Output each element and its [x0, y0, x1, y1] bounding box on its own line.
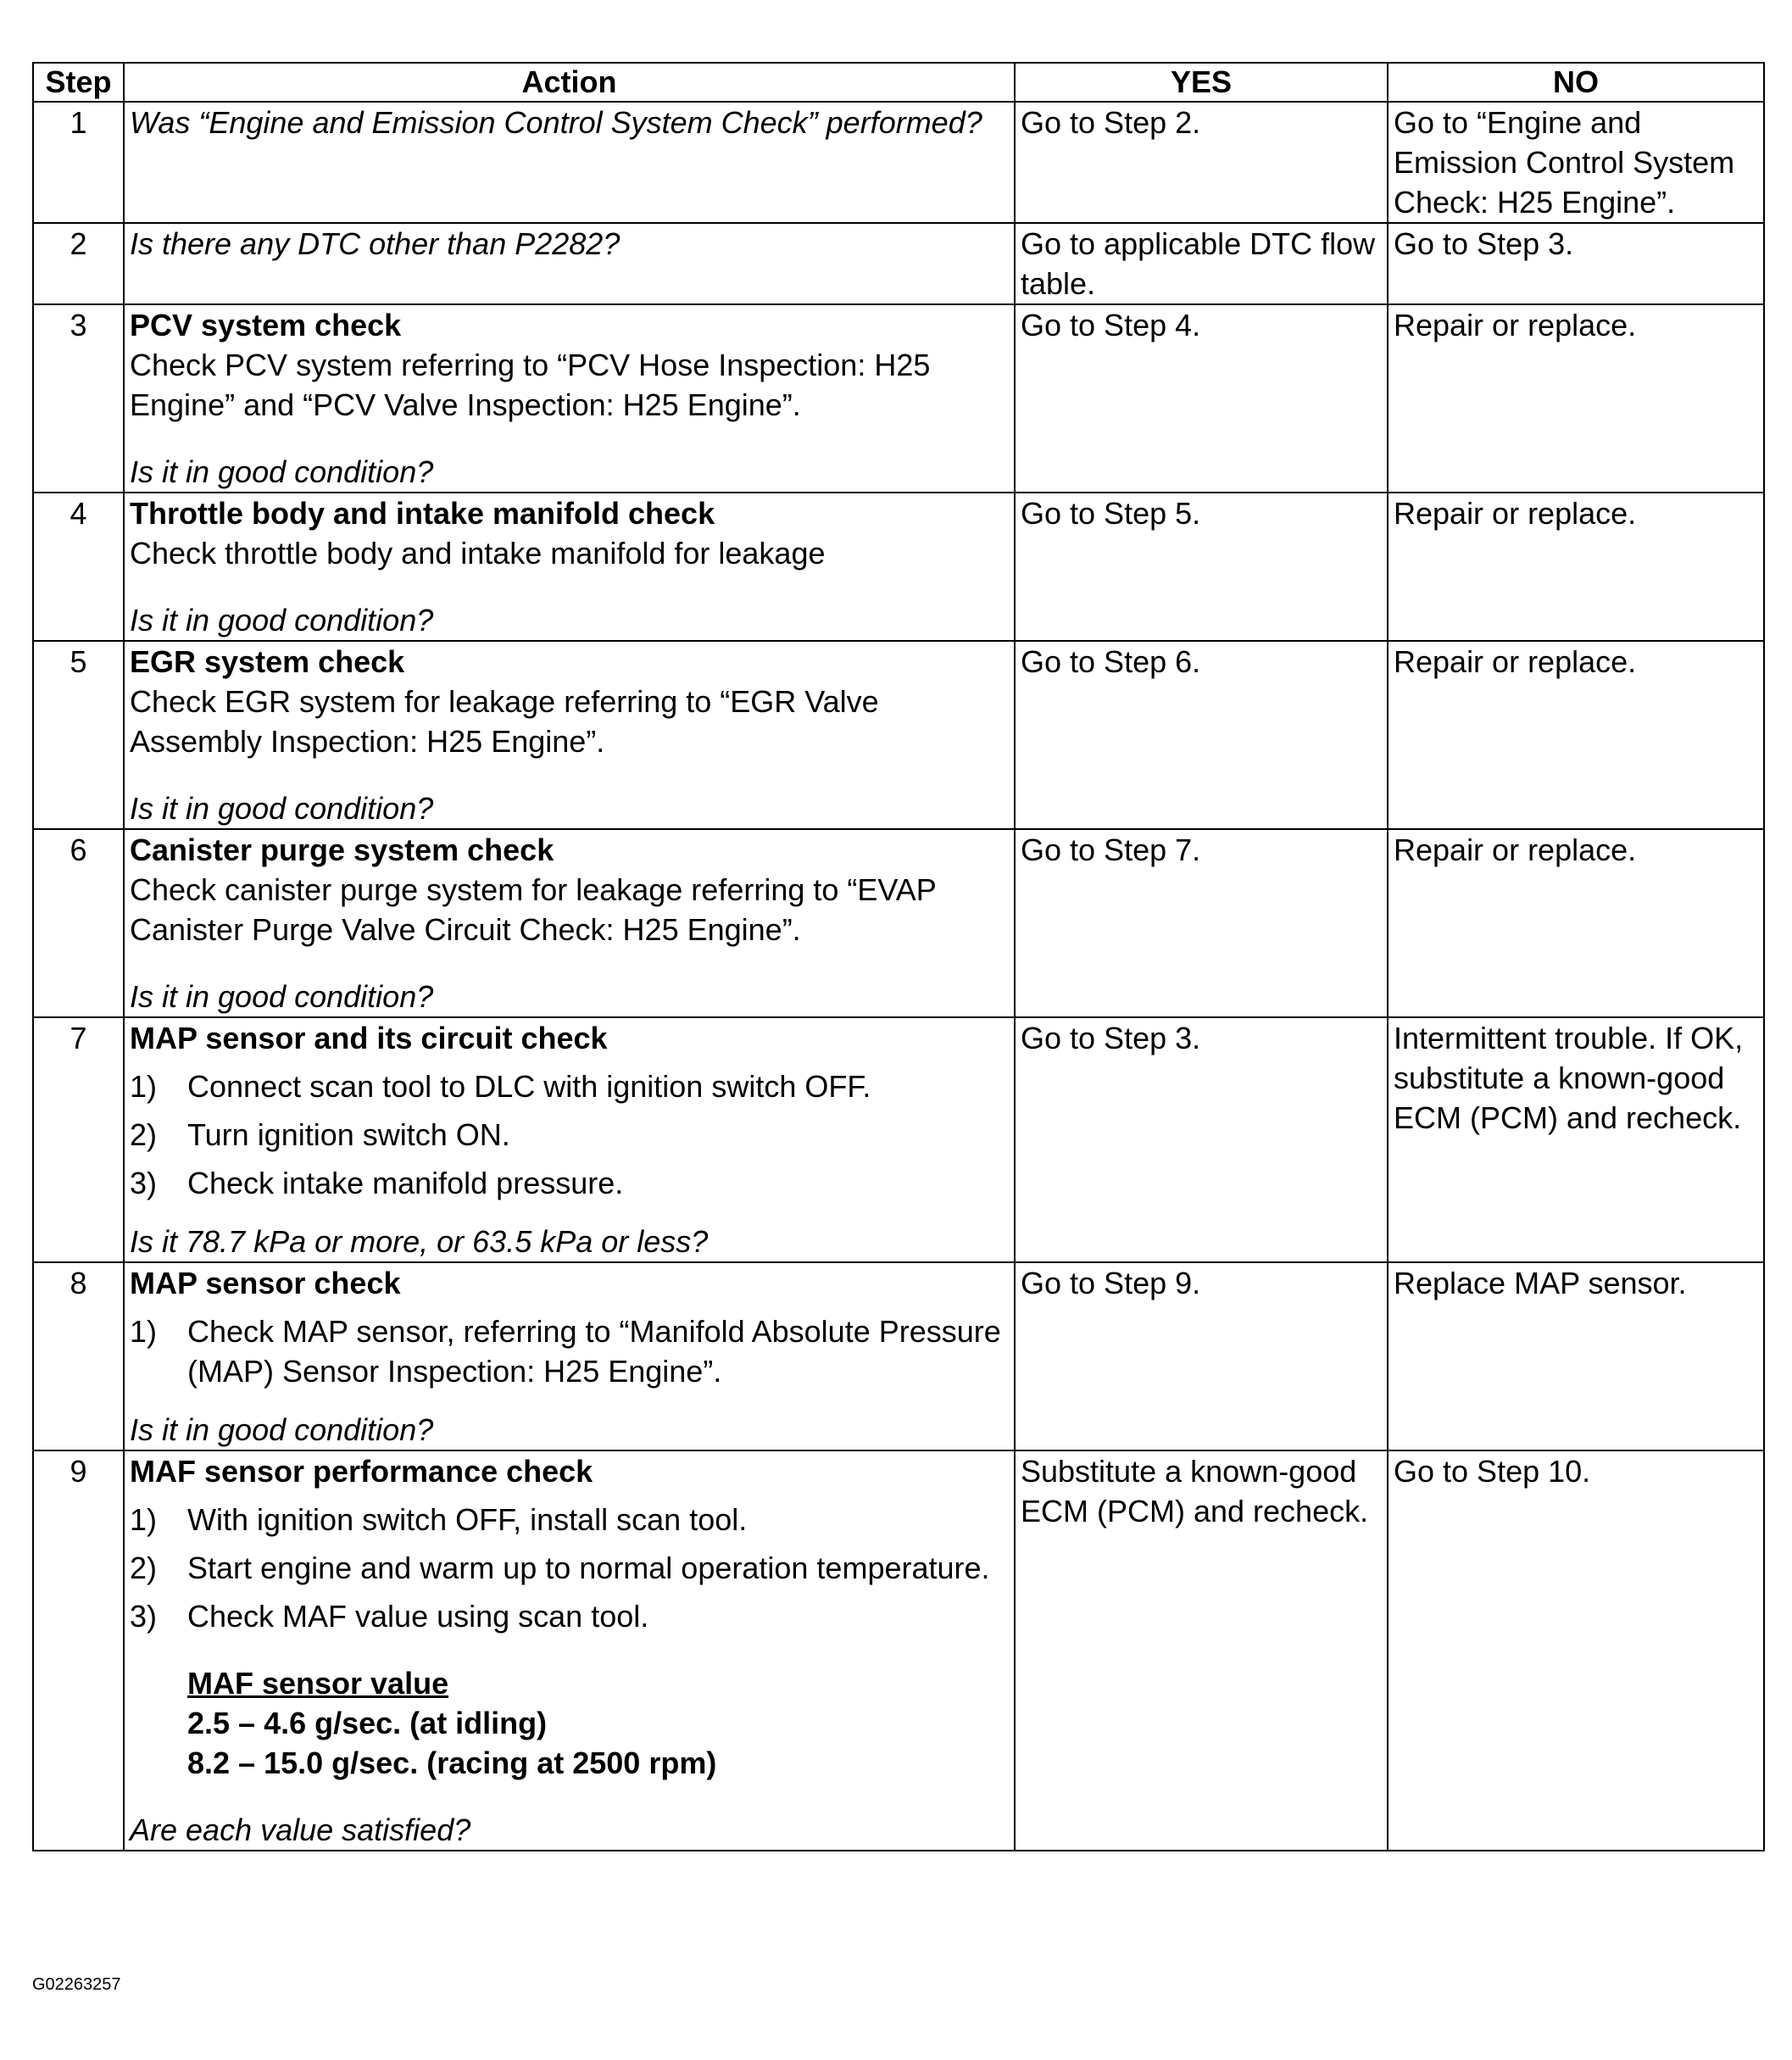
table-row: [33, 641, 1764, 829]
action-cell: [124, 223, 1015, 304]
yes-result: Go to Step 7.: [1015, 829, 1388, 1017]
procedure-item-number: 1): [130, 1314, 158, 1349]
step-number: 6: [33, 829, 124, 1017]
action-cell: [124, 641, 1015, 829]
step-number: 7: [33, 1017, 124, 1262]
action-cell: [124, 829, 1015, 1017]
step-question: Is it in good condition?: [130, 454, 434, 489]
spec-block: [187, 1663, 1009, 1783]
procedure-list: [130, 1500, 1009, 1636]
procedure-item-number: 3): [130, 1599, 158, 1634]
step-instructions: Check throttle body and intake manifold for leakage: [130, 536, 826, 571]
step-number: 1: [33, 102, 124, 223]
step-question: Is it 78.7 kPa or more, or 63.5 kPa or less?: [130, 1224, 709, 1259]
procedure-list: [130, 1311, 1009, 1391]
procedure-item-number: 1): [130, 1502, 158, 1537]
procedure-item-text: Connect scan tool to DLC with ignition switch OFF.: [187, 1069, 871, 1104]
step-title: MAP sensor check: [130, 1266, 401, 1300]
step-number: 2: [33, 223, 124, 304]
step-question: Are each value satisfied?: [130, 1812, 471, 1847]
step-question: Is there any DTC other than P2282?: [130, 226, 621, 261]
spec-value: 2.5 – 4.6 g/sec. (at idling): [187, 1706, 548, 1740]
yes-result: Go to Step 9.: [1015, 1262, 1388, 1450]
yes-result: Go to Step 6.: [1015, 641, 1388, 829]
step-instructions: Check canister purge system for leakage referring to “EVAP Canister Purge Valve Circuit Check: H25 Engine”.: [130, 872, 937, 947]
procedure-item: [130, 1163, 1009, 1203]
table-row: [33, 829, 1764, 1017]
procedure-item-text: Turn ignition switch ON.: [187, 1117, 510, 1152]
step-question: Is it in good condition?: [130, 791, 434, 826]
table-row: [33, 1450, 1764, 1851]
step-question: Is it in good condition?: [130, 1412, 434, 1447]
no-result: Go to Step 3.: [1388, 223, 1764, 304]
action-cell: [124, 1450, 1015, 1851]
procedure-item: [130, 1548, 1009, 1588]
header-step: Step: [33, 63, 124, 102]
spec-title: MAF sensor value: [187, 1666, 449, 1701]
step-title: PCV system check: [130, 308, 402, 342]
step-number: 8: [33, 1262, 124, 1450]
procedure-item-text: Check MAF value using scan tool.: [187, 1599, 649, 1634]
step-title: MAF sensor performance check: [130, 1454, 593, 1489]
table-row: [33, 493, 1764, 641]
spec-value: 8.2 – 15.0 g/sec. (racing at 2500 rpm): [187, 1745, 717, 1780]
no-result: Go to Step 10.: [1388, 1450, 1764, 1851]
step-question: Is it in good condition?: [130, 603, 434, 637]
no-result: Repair or replace.: [1388, 641, 1764, 829]
action-cell: [124, 1262, 1015, 1450]
table-row: [33, 1017, 1764, 1262]
yes-result: Go to Step 2.: [1015, 102, 1388, 223]
procedure-item-text: Start engine and warm up to normal operation temperature.: [187, 1551, 990, 1585]
action-cell: [124, 1017, 1015, 1262]
step-number: 4: [33, 493, 124, 641]
no-result: Replace MAP sensor.: [1388, 1262, 1764, 1450]
procedure-item-text: Check intake manifold pressure.: [187, 1166, 624, 1200]
step-instructions: Check EGR system for leakage referring to “EGR Valve Assembly Inspection: H25 Engine”.: [130, 684, 879, 759]
no-result: Repair or replace.: [1388, 304, 1764, 493]
action-cell: [124, 304, 1015, 493]
step-number: 5: [33, 641, 124, 829]
step-question: Was “Engine and Emission Control System Check” performed?: [130, 105, 982, 140]
table-header-row: [33, 63, 1764, 102]
no-result: Go to “Engine and Emission Control System Check: H25 Engine”.: [1388, 102, 1764, 223]
procedure-item-number: 1): [130, 1069, 158, 1104]
no-result: Intermittent trouble. If OK, substitute a known-good ECM (PCM) and recheck.: [1388, 1017, 1764, 1262]
step-title: Throttle body and intake manifold check: [130, 496, 715, 531]
action-cell: [124, 493, 1015, 641]
yes-result: Go to Step 4.: [1015, 304, 1388, 493]
table-row: [33, 1262, 1764, 1450]
yes-result: Go to applicable DTC flow table.: [1015, 223, 1388, 304]
action-cell: [124, 102, 1015, 223]
procedure-item-number: 3): [130, 1166, 158, 1200]
procedure-item-text: With ignition switch OFF, install scan tool.: [187, 1502, 748, 1537]
table-row: [33, 102, 1764, 223]
diagnostic-flow-table: [32, 62, 1765, 1851]
header-no: NO: [1388, 63, 1764, 102]
step-question: Is it in good condition?: [130, 979, 434, 1014]
procedure-item: [130, 1596, 1009, 1636]
procedure-item-number: 2): [130, 1551, 158, 1585]
header-yes: YES: [1015, 63, 1388, 102]
header-action: Action: [124, 63, 1015, 102]
procedure-list: [130, 1066, 1009, 1203]
step-number: 9: [33, 1450, 124, 1851]
no-result: Repair or replace.: [1388, 493, 1764, 641]
figure-code: G02263257: [32, 1975, 121, 1994]
step-instructions: Check PCV system referring to “PCV Hose Inspection: H25 Engine” and “PCV Valve Inspection: H25 Engine”.: [130, 348, 931, 422]
step-title: EGR system check: [130, 644, 405, 679]
step-title: MAP sensor and its circuit check: [130, 1021, 608, 1055]
yes-result: Substitute a known-good ECM (PCM) and recheck.: [1015, 1450, 1388, 1851]
step-title: Canister purge system check: [130, 832, 554, 867]
no-result: Repair or replace.: [1388, 829, 1764, 1017]
procedure-item: [130, 1066, 1009, 1106]
procedure-item-text: Check MAP sensor, referring to “Manifold Absolute Pressure (MAP) Sensor Inspection: H25 Engine”.: [187, 1314, 1001, 1389]
yes-result: Go to Step 5.: [1015, 493, 1388, 641]
table-row: [33, 223, 1764, 304]
procedure-item-number: 2): [130, 1117, 158, 1152]
procedure-item: [130, 1115, 1009, 1155]
diagnostic-flow-table-container: [32, 62, 1763, 1851]
yes-result: Go to Step 3.: [1015, 1017, 1388, 1262]
step-number: 3: [33, 304, 124, 493]
procedure-item: [130, 1500, 1009, 1539]
procedure-item: [130, 1311, 1009, 1391]
table-row: [33, 304, 1764, 493]
